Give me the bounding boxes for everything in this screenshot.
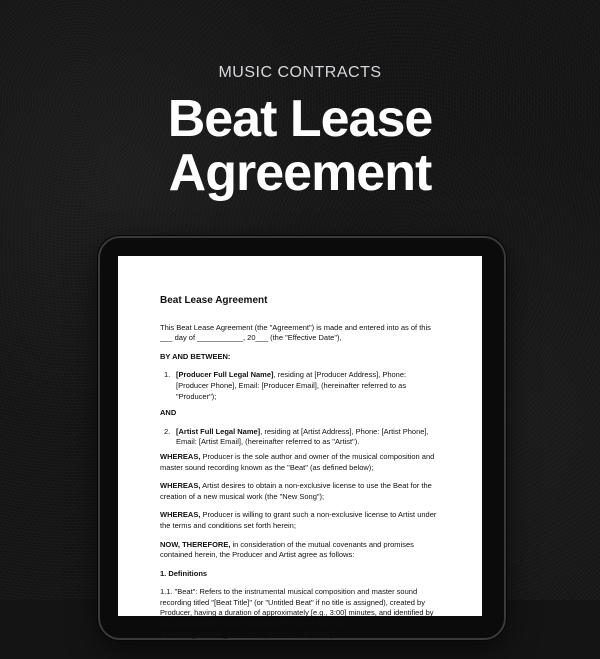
party-1-name: [Producer Full Legal Name] [176,370,274,380]
whereas-2-label: WHEREAS, [160,481,201,491]
hero-header [0,62,600,200]
title-line-1: Beat Lease [167,90,433,148]
whereas-3-text: Producer is willing to grant such a non-exclusive license to Artist under the terms and conditions set forth herein; [160,510,437,530]
party-2 [164,427,440,448]
whereas-1-text: Producer is the sole author and owner of the musical composition and master sound recording known as the "Beat" (as defined below); [160,451,435,472]
party-1-details: , residing at [Producer Address], Phone: [Producer Phone], Email: [Producer Email], (hereinafter referred to as "Producer"); [176,370,407,401]
whereas-3-label: WHEREAS, [160,510,201,520]
party-1-text [176,370,440,402]
document-intro: This Beat Lease Agreement (the "Agreement") is made and entered into as of this ___ day of ___________, 20___ (the "Effective Date"), [160,322,431,343]
party-2-name: [Artist Full Legal Name] [176,426,261,436]
between-label: BY AND BETWEEN: [160,351,231,361]
whereas-2 [160,481,440,502]
party-1-number: 1. [164,370,171,380]
and-label: AND [160,408,177,418]
title-line-2: Agreement [168,144,432,202]
definition-1-2: 1.2. "New Song": Refers to the musical work created by Artist incorporating the Beat [160,648,439,658]
party-2-details: , residing at [Artist Address], Phone: [Artist Phone], Email: [Artist Email], (hereinafter referred to as "Artist"). [176,426,429,447]
therefore-label: NOW, THEREFORE, [160,539,231,549]
section-1-title: 1. Definitions [160,568,208,578]
therefore-text: in consideration of the mutual covenants and promises contained herein, the Producer and Artist agree as follows: [160,539,414,560]
party-2-number: 2. [164,426,171,436]
party-1 [164,370,440,402]
whereas-1-label: WHEREAS, [160,451,201,461]
product-title [0,92,600,200]
whereas-2-text: Artist desires to obtain a non-exclusive license to use the Beat for the creation of a new musical work (the "New Song"); [160,481,432,501]
whereas-1 [160,452,440,473]
document-preview [118,256,482,659]
document-title: Beat Lease Agreement [160,295,268,306]
party-2-text [176,427,440,448]
whereas-3 [160,510,440,531]
tablet-screen [118,256,482,658]
category-label: MUSIC CONTRACTS [218,64,382,81]
therefore-clause [160,540,440,561]
definition-1-1: 1.1. "Beat": Refers to the instrumental musical composition and master sound recording titled "[Beat Title]" (or "Untitled Beat" if no title is assigned), created by Producer, having a duration of approximately [e.g., 3:00] minutes, and identified by any associated file names or internal Producer IDs: [e.g., "BeatTitle_120bpm_Cmin.wav" / Producer ID: P001]. [160,587,434,639]
